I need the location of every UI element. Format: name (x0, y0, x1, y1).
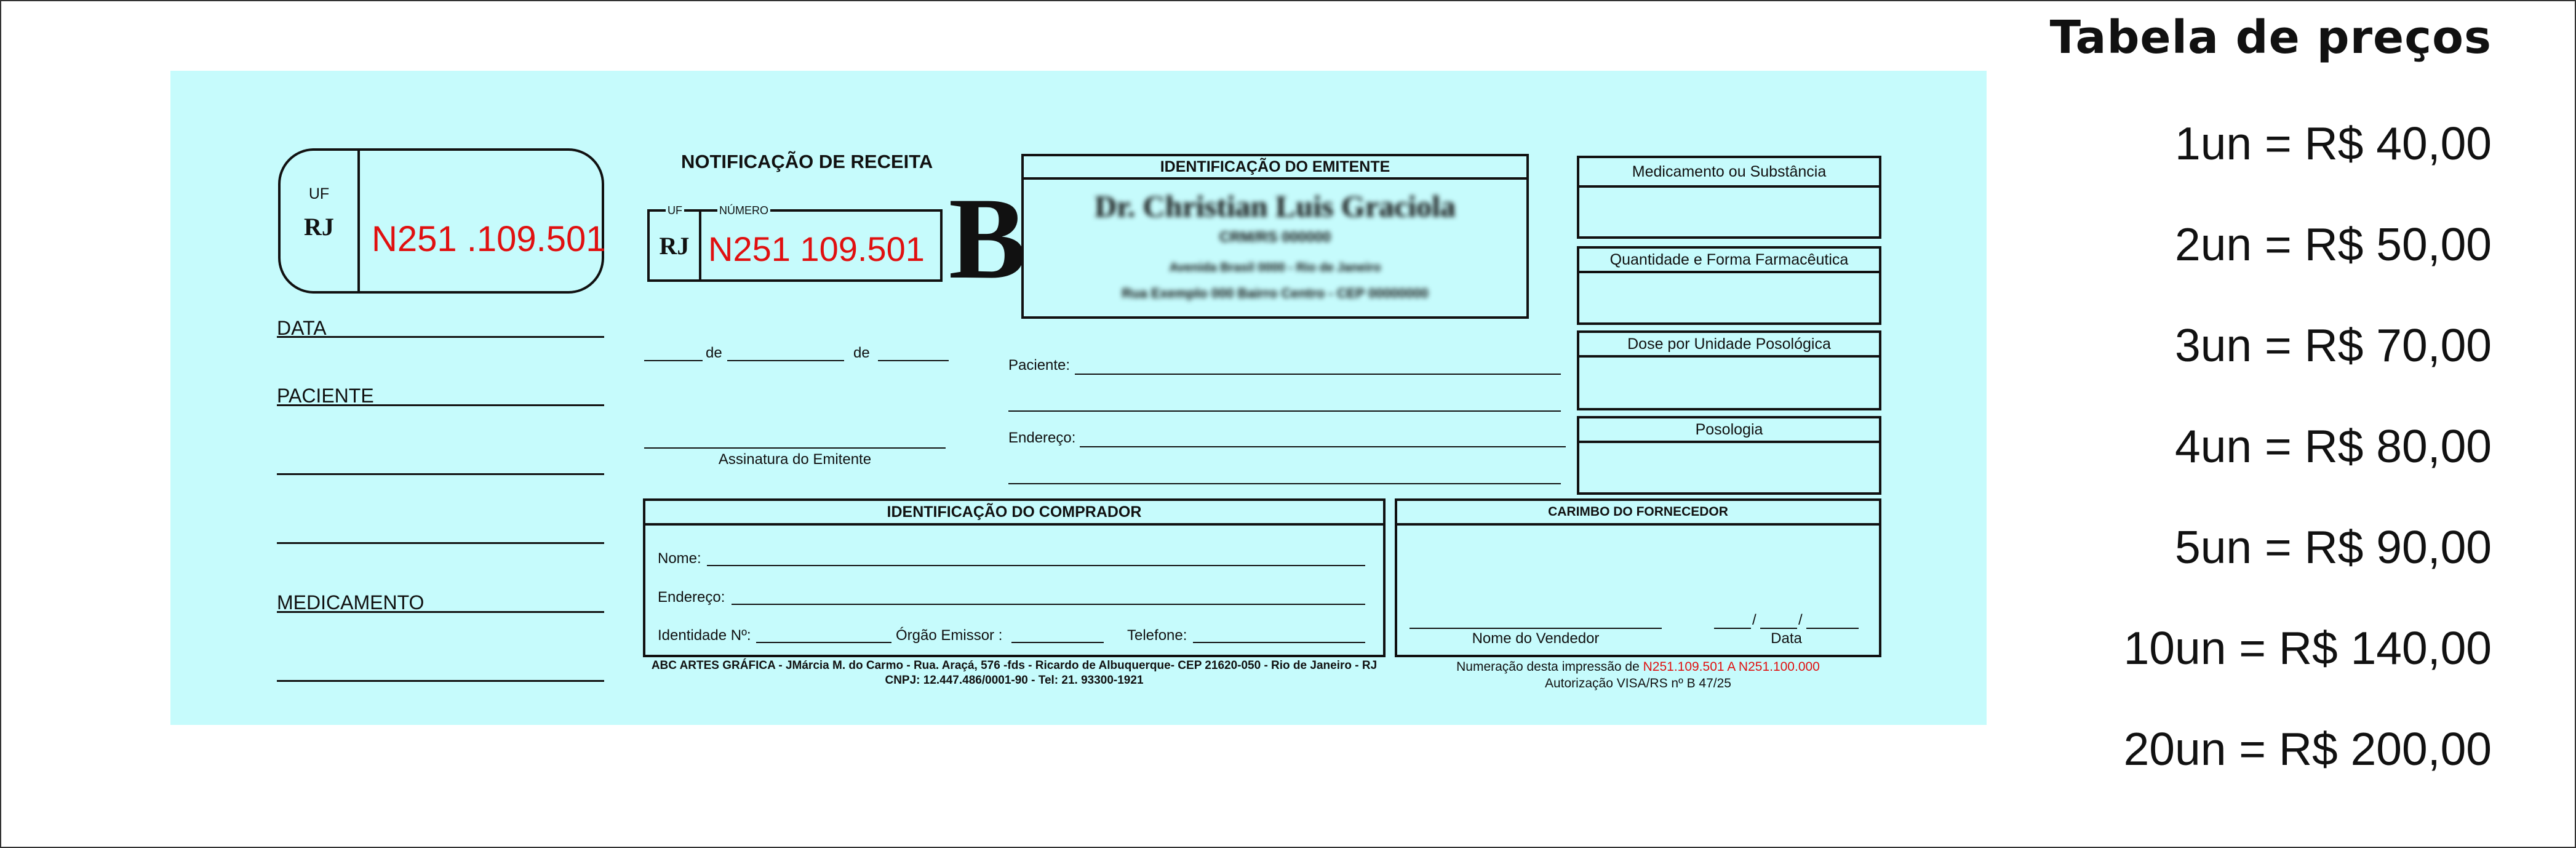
dose-box-label: Dose por Unidade Posológica (1579, 333, 1879, 358)
comprador-nome-line (707, 565, 1365, 566)
price-item: 20un = R$ 200,00 (2123, 723, 2492, 775)
stub-data-line (277, 336, 604, 338)
date-de-2: de (853, 345, 870, 361)
stub-divider (357, 151, 360, 291)
price-table-title: Tabela de preços (2049, 11, 2492, 64)
price-item: 4un = R$ 80,00 (2174, 420, 2492, 472)
quantidade-box (1577, 246, 1881, 325)
posologia-box-label: Posologia (1579, 418, 1879, 443)
stub-uf-label: UF (308, 185, 330, 202)
endereco-line-2 (1008, 483, 1561, 484)
notificacao-number: N251 109.501 (708, 230, 925, 268)
price-item: 5un = R$ 90,00 (2174, 521, 2492, 573)
stub-paciente-label: PACIENTE (277, 385, 374, 407)
quantidade-box-label: Quantidade e Forma Farmacêutica (1579, 249, 1879, 273)
emitente-box (1021, 154, 1529, 319)
price-item: 2un = R$ 50,00 (2174, 218, 2492, 270)
date-day-line (644, 360, 703, 361)
price-item: 3un = R$ 70,00 (2174, 319, 2492, 371)
comprador-telefone-line (1193, 642, 1365, 643)
printer-info (643, 658, 1386, 688)
prescription-form (170, 71, 1987, 725)
emitente-name: Dr. Christian Luis Graciola (1094, 189, 1456, 223)
emitente-address: Avenida Brasil 0000 - Rio de Janeiro (1169, 261, 1381, 274)
data-day-line (1714, 628, 1751, 629)
notificacao-numero-label: NÚMERO (717, 204, 770, 217)
big-letter-b: B (949, 174, 1027, 303)
stub-medicamento-label: MEDICAMENTO (277, 591, 425, 614)
endereco-label: Endereço: (1008, 430, 1076, 446)
comprador-orgao-line (1011, 642, 1104, 643)
comprador-endereco-label: Endereço: (658, 589, 725, 606)
data-slash-1: / (1752, 612, 1757, 628)
autorizacao-line: Autorização VISA/RS nº B 47/25 (1544, 676, 1731, 690)
notificacao-uf-label: UF (666, 204, 684, 217)
paciente-line (1075, 374, 1561, 375)
medicamento-box (1577, 156, 1881, 239)
fornecedor-title: CARIMBO DO FORNECEDOR (1397, 501, 1879, 526)
fornecedor-box (1395, 498, 1881, 657)
data-label: Data (1771, 630, 1802, 647)
notificacao-number-box (647, 204, 943, 282)
paciente-label: Paciente: (1008, 357, 1071, 374)
posologia-box (1577, 416, 1881, 495)
stub-paciente-line (277, 404, 604, 406)
paciente-line-2 (1008, 410, 1561, 412)
data-slash-2: / (1798, 612, 1803, 628)
comprador-identidade-line (756, 642, 891, 643)
vendedor-label: Nome do Vendedor (1472, 630, 1600, 647)
price-item: 10un = R$ 140,00 (2123, 622, 2492, 674)
numeracao-range: N251.109.501 A N251.100.000 (1643, 660, 1820, 674)
assinatura-label: Assinatura do Emitente (718, 451, 872, 468)
data-year-line (1806, 628, 1859, 629)
stub-paciente-line-2 (277, 473, 604, 475)
date-de-1: de (706, 345, 722, 361)
dose-box (1577, 330, 1881, 410)
numeracao-prefix: Numeração desta impressão de (1456, 660, 1640, 674)
notificacao-divider (699, 209, 701, 282)
assinatura-line (644, 447, 946, 449)
comprador-identidade-label: Identidade Nº: (658, 627, 751, 644)
comprador-telefone-label: Telefone: (1127, 627, 1187, 644)
printer-line-1: ABC ARTES GRÁFICA - JMárcia M. do Carmo - Rua. Araçá, 576 -fds - Ricardo de Albuquerque- CEP 21620-050 - Rio de Janeiro - RJ (651, 659, 1378, 672)
date-year-line (878, 360, 949, 361)
stub-data-label: DATA (277, 317, 327, 339)
stub-paciente-line-3 (277, 542, 604, 544)
price-item: 1un = R$ 40,00 (2174, 118, 2492, 169)
comprador-orgao-label: Órgão Emissor : (896, 627, 1003, 644)
emitente-crm: CRM/RS 000000 (1219, 229, 1331, 246)
stub-number: N251 .109.501 (372, 219, 606, 259)
stub-medicamento-line-2 (277, 680, 604, 682)
comprador-title: IDENTIFICAÇÃO DO COMPRADOR (645, 501, 1383, 526)
notificacao-uf-value: RJ (659, 232, 690, 260)
endereco-line (1080, 446, 1566, 447)
stub-uf-value: RJ (304, 213, 334, 241)
notificacao-title: NOTIFICAÇÃO DE RECEITA (681, 151, 933, 172)
comprador-nome-label: Nome: (658, 550, 701, 567)
data-month-line (1760, 628, 1797, 629)
vendedor-line (1410, 628, 1662, 629)
stub-number-box (278, 148, 604, 294)
medicamento-box-label: Medicamento ou Substância (1579, 158, 1879, 188)
emitente-address-2: Rua Exemplo 000 Bairro Centro - CEP 00000000 (1122, 286, 1429, 301)
printer-line-2: CNPJ: 12.447.486/0001-90 - Tel: 21. 93300-1921 (885, 674, 1144, 687)
comprador-endereco-line (732, 604, 1365, 605)
numeracao-info (1395, 658, 1881, 692)
numeracao-line (1395, 658, 1881, 675)
comprador-box (643, 498, 1386, 657)
stub-medicamento-line (277, 611, 604, 613)
date-month-line (727, 360, 844, 361)
emitente-title: IDENTIFICAÇÃO DO EMITENTE (1024, 156, 1526, 180)
